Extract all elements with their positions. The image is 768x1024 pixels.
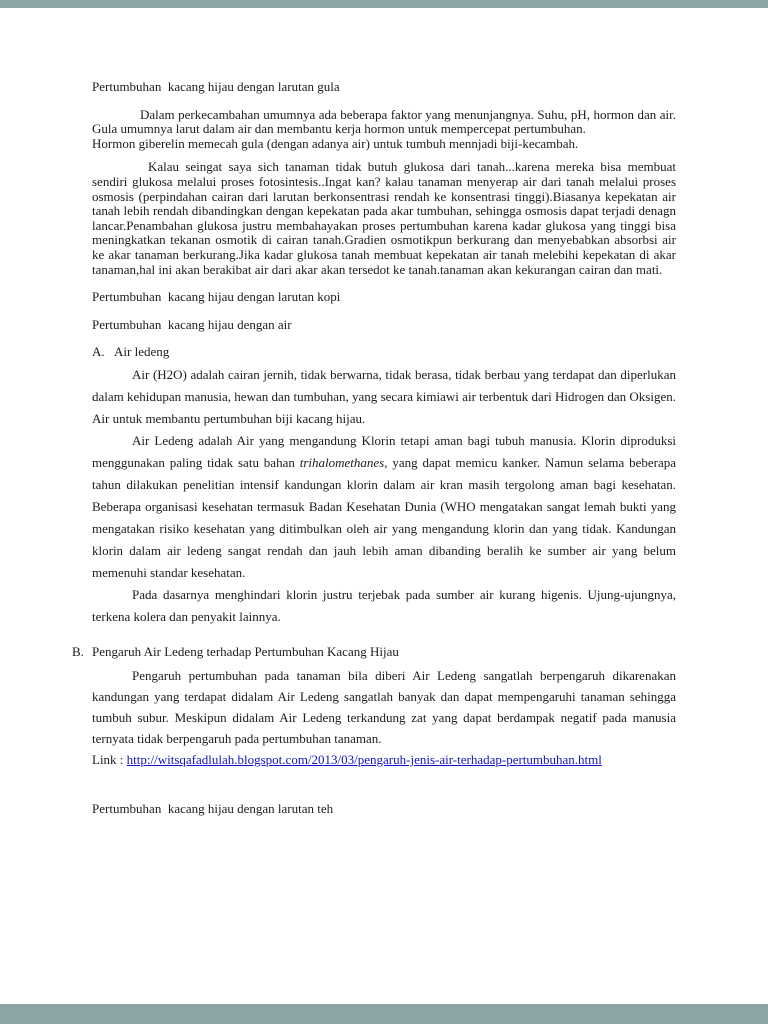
heading-larutan-kopi: Pertumbuhan kacang hijau dengan larutan kopi [92, 289, 341, 305]
paragraph-pengaruh: Pengaruh pertumbuhan pada tanaman bila diberi Air Ledeng sangatlah berpengaruh dikarenakan kandungan yang terdapat didalam Air Ledeng sangatlah banyak dan dapat mempengaruhi tanaman sehingga tumbuh subur. Meskipun didalam Air Ledeng terkandung zat yang dapat berdampak negatif pada manusia ternyata tidak berpengaruh pada pertumbuhan tanaman. [92, 667, 676, 746]
section-b-label: B. [72, 643, 84, 659]
document-page [0, 8, 768, 1004]
paragraph-perkecambahan [92, 108, 676, 152]
viewer-top-bar [0, 0, 768, 8]
section-a-label: A. [92, 344, 105, 360]
viewer-bottom-bar [0, 1004, 768, 1024]
section-a-title: Air ledeng [114, 344, 170, 360]
italic-term-trihalomethanes: trihalomethanes [299, 454, 385, 470]
heading-larutan-gula: Pertumbuhan kacang hijau dengan larutan gula [92, 79, 340, 94]
section-a-heading [92, 345, 676, 360]
document-content [0, 8, 768, 817]
heading-larutan-teh: Pertumbuhan kacang hijau dengan larutan teh [92, 800, 334, 816]
paragraph-air-ledeng [92, 430, 676, 584]
paragraph-glukosa: Kalau seingat saya sich tanaman tidak butuh glukosa dari tanah...karena mereka bisa membuat sendiri glukosa melalui proses fotosintesis..Ingat kan? kalau tanaman menyerap air dari tanah melalui proses osmosis (perpindahan cairan dari larutan berkonsentrasi rendah ke konsentrasi tinggi).Biasanya kepekatan air tanah lebih rendah dibandingkan dengan kepekatan pada akar tumbuhan, sehingga osmosis dapat terjadi denagn lancar.Penambahan glukosa justru membahayakan proses pertumbuhan karena kadar glukosa yang tinggi bisa meningkatkan tekanan osmotik di cairan tanah.Gradien osmotikpun berkurang dan menyebabkan absorbsi air ke akar tanaman berkurang.Jika kadar glukosa tanah membuat kepekatan air tanah melebihi kepekatan di akar tanaman,hal ini akan berakibat air dari akar akan tersedot ke tanah.tanaman akan kekurangan cairan dan mati. [92, 159, 676, 277]
paragraph-perkecambahan-line1: Dalam perkecambahan umumnya ada beberapa faktor yang menunjangnya. Suhu, pH, hormon dan air. Gula umumnya larut dalam air dan membantu kerja hormon untuk mempercepat pertumbuhan. [92, 106, 676, 137]
link-label: Link : [92, 751, 127, 767]
paragraph-air-ledeng-pre: Air Ledeng adalah Air yang mengandung Klorin tetapi aman bagi tubuh manusia. Klorin diproduksi menggunakan paling tidak satu bahan [92, 432, 676, 470]
paragraph-air-ledeng-post: , yang dapat memicu kanker. Namun selama beberapa tahun dilakukan penelitian intensif kandungan klorin dalam air kran masih tergolong aman bagi kesehatan. Beberapa organisasi kesehatan termasuk Badan Kesehatan Dunia (WHO mengatakan sangat lemah bukti yang mengatakan risiko kesehatan yang ditimbulkan oleh air yang mengandung klorin dan yang tidak. Kandungan klorin dalam air ledeng sangat rendah dan jauh lebih aman dibanding beralih ke sumber air yang belum memenuhi standar kesehatan. [92, 454, 676, 580]
paragraph-higenis: Pada dasarnya menghindari klorin justru terjebak pada sumber air kurang higenis. Ujung-ujungnya, terkena kolera dan penyakit lainnya. [92, 586, 676, 624]
paragraph-perkecambahan-line2: Hormon giberelin memecah gula (dengan adanya air) untuk tumbuh mennjadi biji-kecambah. [92, 135, 579, 151]
blog-link[interactable]: http://witsqafadlulah.blogspot.com/2013/03/pengaruh-jenis-air-terhadap-pertumbuhan.html [126, 751, 602, 767]
heading-dengan-air: Pertumbuhan kacang hijau dengan air [92, 316, 292, 332]
section-b-title: Pengaruh Air Ledeng terhadap Pertumbuhan Kacang Hijau [92, 643, 399, 659]
section-b-heading [72, 641, 676, 662]
link-line [92, 749, 676, 770]
paragraph-air-h2o: Air (H2O) adalah cairan jernih, tidak berwarna, tidak berasa, tidak berbau yang terdapat dan diperlukan dalam kehidupan manusia, hewan dan tumbuhan, yang secara kimiawi air terbentuk dari Hidrogen dan Oksigen. Air untuk membantu pertumbuhan biji kacang hijau. [92, 366, 676, 426]
